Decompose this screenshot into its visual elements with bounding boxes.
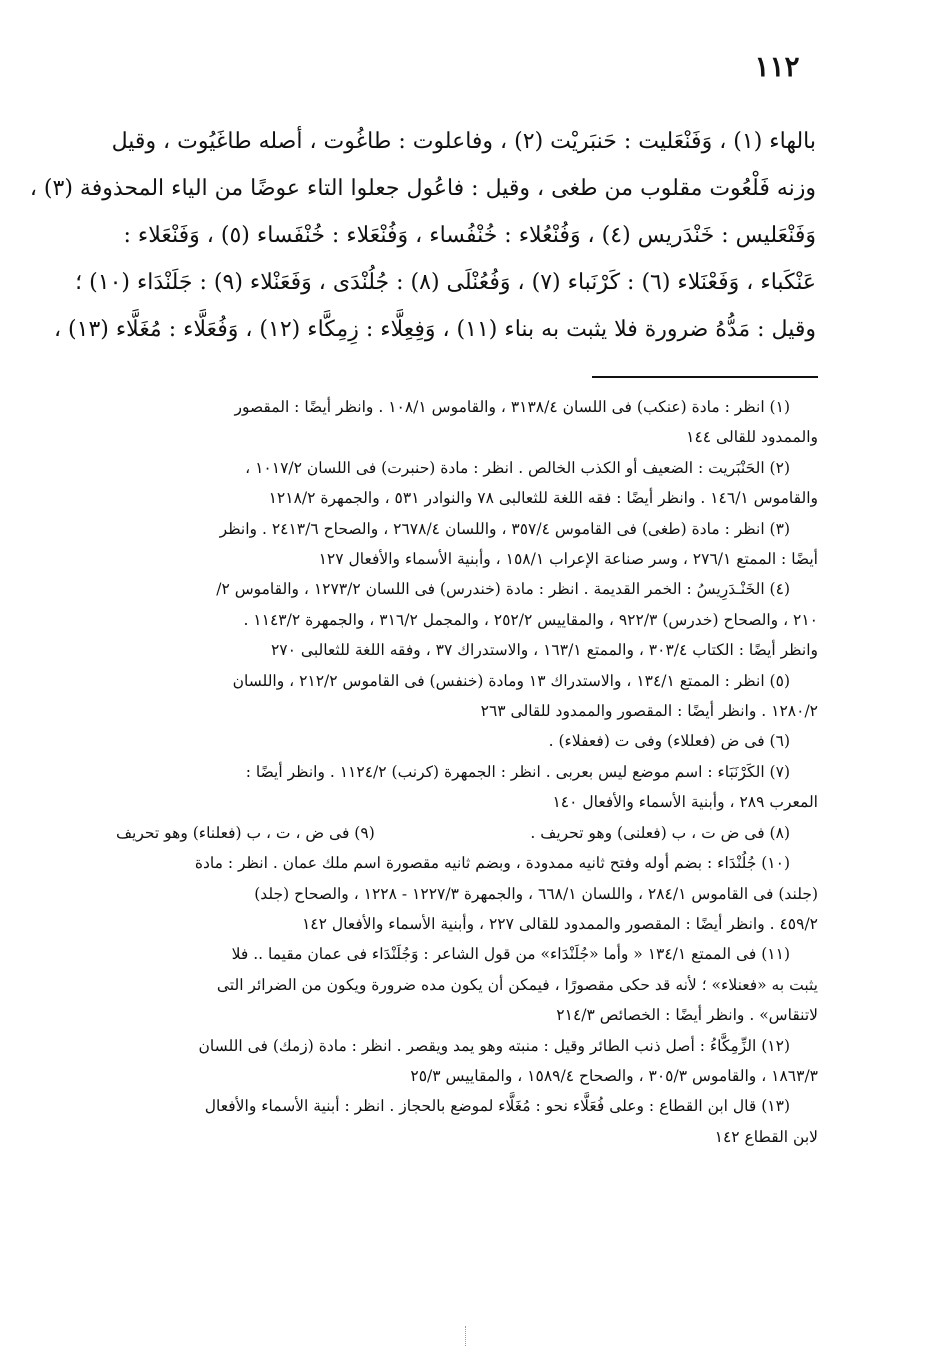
footnote-line: (٢) الحَنْبَريت : الضعيف أو الكذب الخالص . انظر : مادة (حنبرت) فى اللسان ١٠١٧/٢ ، xyxy=(245,458,790,477)
footnote-9: (٩) فى ض ، ت ، ب (فعلناء) وهو تحريف xyxy=(116,823,375,842)
main-line: وَفَنْعَليس : خَنْدَريس (٤) ، وَفُنْعُلاء : خُنْفُساء ، وَفُنْعَلاء : خُنْفَساء (٥) ، وَفَنْعَلاء : xyxy=(123,223,816,248)
main-line: وزنه فَلْعُوت مقلوب من طغى ، وقيل : فاعُول جعلوا التاء عوضًا من الياء المحذوفة (٣) ، xyxy=(29,176,816,201)
footnote-line: (١٠) جُلُنْدَاء : بضم أوله وفتح ثانيه ممدودة ، وبضم ثانيه مقصورة اسم ملك عمان . انظر : مادة xyxy=(194,854,790,873)
page-number: ١١٢ xyxy=(754,50,800,83)
main-line: وقيل : مَدُّهُ ضرورة فلا يثبت به بناء (١١) ، وَفِعِلَّاء : زِمِكَّاء (١٢) ، وَفُعَلَّاء : مُغَلَّاء (١٣) ، xyxy=(53,317,816,342)
footnote-line: والممدود للقالى ١٤٤ xyxy=(686,428,818,447)
footnote-4 xyxy=(116,574,818,665)
footnote-line: ١٨٦٣/٣ ، والقاموس ٣٠٥/٣ ، والصحاح ١٥٨٩/٤ ، والمقاييس ٢٥/٣ xyxy=(410,1066,818,1085)
footnote-line: يثبت به «فعنلاء» ؛ لأنه قد حكى مقصورًا ، فيمكن أن يكون مده ضرورة ويكون من الضرائر التى xyxy=(216,975,818,994)
footnote-line: (٤) الخَنْـدَرِيسُ : الخمر القديمة . انظر : مادة (خندرس) فى اللسان ١٢٧٣/٢ ، والقاموس ٢/ xyxy=(216,580,790,599)
footnote-line: (١٢) الزِّمِكَّاءُ : أصل ذنب الطائر وقيل : منبته وهو يمد ويقصر . انظر : مادة (زمك) فى اللسان xyxy=(198,1036,790,1055)
footnote-line: (١٣) قال ابن القطاع : وعلى فُعَلَّاء نحو : مُغَلَّاء لموضع بالحجاز . انظر : أبنية الأسماء والأفعال xyxy=(204,1097,790,1116)
footnote-line: (٧) الكَرْنَبَاء : اسم موضع ليس بعربى . انظر : الجمهرة (كرنب) ١١٢٤/٢ . وانظر أيضًا : xyxy=(245,762,790,781)
footnote-5 xyxy=(116,666,818,727)
footnote-line: المعرب ٢٨٩ ، وأبنية الأسماء والأفعال ١٤٠ xyxy=(552,793,818,812)
footnote-line: والقاموس ١٤٦/١ . وانظر أيضًا : فقه اللغة للثعالبى ٧٨ والنوادر ٥٣١ ، والجمهرة ١٢١٨/٢ xyxy=(268,489,818,508)
footnote-7 xyxy=(116,757,818,818)
footnote-line: ١٢٨٠/٢ . وانظر أيضًا : المقصور والممدود للقالى ٢٦٣ xyxy=(480,702,818,721)
footnote-line: (٣) انظر : مادة (طغى) فى القاموس ٣٥٧/٤ ، واللسان ٢٦٧٨/٤ ، والصحاح ٢٤١٣/٦ . وانظر xyxy=(219,519,790,538)
footnote-line: ٢١٠ ، والصحاح (خدرس) ٩٢٢/٣ ، والمقاييس ٢٥٢/٢ ، والمجمل ٣١٦/٢ ، والجمهرة ١١٤٣/٢ . xyxy=(243,610,818,629)
footnote-line: (١) انظر : مادة (عنكب) فى اللسان ٣١٣٨/٤ ، والقاموس ١٠٨/١ . وانظر أيضًا : المقصور xyxy=(234,398,790,416)
footnote-line: (جلند) فى القاموس ٢٨٤/١ ، واللسان ٦٦٨/١ ، والجمهرة ١٢٢٧/٣ - ١٢٢٨ ، والصحاح (جلد) xyxy=(254,884,818,903)
footnote-3 xyxy=(116,514,818,575)
footnote-line: (٦) فى ض (فعللاء) وفى ت (فعفلاء) . xyxy=(548,732,790,751)
footnote-2 xyxy=(116,453,818,514)
main-line: عَنْكَباء ، وَفَعْنَلاء (٦) : كَرْنَباء (٧) ، وَفُعُنْلَى (٨) : جُلُنْدَى ، وَفَعَنْلاء (٩) : جَلَنْدَاء (١٠) ؛ xyxy=(75,270,816,295)
footnote-10 xyxy=(116,848,818,939)
footnote-line: وانظر أيضًا : الكتاب ٣٠٣/٤ ، والممتع ١٦٣/١ ، والاستدراك ٣٧ ، وفقه اللغة للثعالبى ٢٧٠ xyxy=(270,641,818,660)
footnote-11 xyxy=(116,939,818,1030)
main-text xyxy=(29,118,816,353)
footnote-line: لابن القطاع ١٤٢ xyxy=(714,1127,818,1146)
footnote-8: (٨) فى ض ت ، ب (فعلنى) وهو تحريف . xyxy=(530,823,790,842)
footnote-13 xyxy=(116,1091,818,1152)
footnote-divider xyxy=(592,376,818,378)
footnote-line: ٤٥٩/٢ . وانظر أيضًا : المقصور والممدود للقالى ٢٢٧ ، وأبنية الأسماء والأفعال ١٤٢ xyxy=(301,914,818,933)
footnote-line: (١١) فى الممتع ١٣٤/١ « وأما «جُلَنْدَاء» من قول الشاعر : وَجُلَنْدَاء فى عمان مقيما .. فلا xyxy=(231,945,790,964)
footnote-line: (٥) انظر : الممتع ١٣٤/١ ، والاستدراك ١٣ ومادة (خنفس) فى القاموس ٢١٢/٢ ، واللسان xyxy=(232,671,790,690)
footnote-1 xyxy=(116,392,818,453)
footnote-8-9 xyxy=(116,818,818,848)
main-line: بالهاء (١) ، وَفَنْعَليت : حَنبَريْت (٢) ، وفاعلوت : طاغُوت ، أصله طاغَيُوت ، وقيل xyxy=(111,129,816,154)
footnote-12 xyxy=(116,1031,818,1092)
footnote-line: أيضًا : الممتع ٢٧٦/١ ، وسر صناعة الإعراب ١٥٨/١ ، وأبنية الأسماء والأفعال ١٢٧ xyxy=(318,550,818,569)
footnote-line: لاتنقاس» . وانظر أيضًا : الخصائص ٢١٤/٣ xyxy=(556,1006,818,1025)
scan-mark xyxy=(465,1326,476,1346)
footnote-6 xyxy=(116,726,818,756)
footnotes xyxy=(116,392,818,1152)
